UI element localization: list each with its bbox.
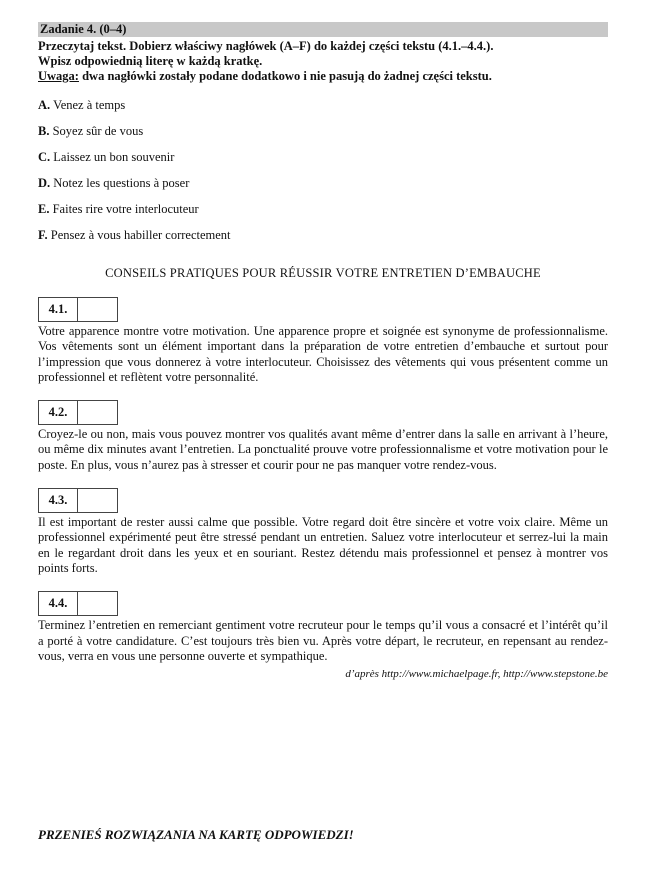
exam-page [38,22,608,680]
option-text: Faites rire votre interlocuteur [52,202,199,216]
option-e [38,202,608,228]
task-number: 4.2. [39,401,78,424]
instructions [38,39,608,84]
footer-instruction: PRZENIEŚ ROZWIĄZANIA NA KARTĘ ODPOWIEDZI! [38,827,354,842]
task-4-1 [38,297,608,385]
note-label: Uwaga: [38,69,79,83]
option-letter: F. [38,228,48,242]
option-text: Notez les questions à poser [53,176,190,190]
task-paragraph: Terminez l’entretien en remerciant gentiment votre recruteur pour le temps qu’il vous a consacré et l’intérêt qu’il a porté à votre candidature. C’est toujours très bien vu. Après votre départ, le recruteur, en repensant au rendez-vous, verra en vous une personne ouverte et sympathique. [38,618,608,663]
option-text: Laissez un bon souvenir [53,150,175,164]
answer-box [38,488,118,513]
answer-field[interactable] [78,401,117,424]
task-paragraph: Votre apparence montre votre motivation. Une apparence propre et soignée est synonyme de professionnalisme. Vos vêtements sont un élément important dans la préparation de votre entretien d’embauche et surtout pour l’impression que vous donnerez à votre interlocuteur. Choisissez des vêtements qui vous présentent comme un professionnel et reflètent votre personnalité. [38,324,608,384]
instruction-line-1: Przeczytaj tekst. Dobierz właściwy nagłówek (A–F) do każdej części tekstu (4.1.–4.4.). [38,39,494,53]
source-citation: d’après http://www.michaelpage.fr, http://www.stepstone.be [345,668,608,681]
task-paragraph: Il est important de rester aussi calme que possible. Votre regard doit être sincère et votre voix claire. Même un professionnel expérimenté peut être stressé pendant un entretien. Saluez votre interlocuteur et serrez-lui la main en le regardant droit dans les yeux et en souriant. Restez détendu mais professionnel et pensez à montrer vos points forts. [38,515,608,575]
option-b [38,124,608,150]
instruction-line-2: Wpisz odpowiednią literę w każdą kratkę. [38,54,263,68]
answer-box [38,297,118,322]
task-number: 4.4. [39,592,78,615]
task-4-2 [38,400,608,473]
tasks [38,297,608,664]
answer-field[interactable] [78,489,117,512]
option-d [38,176,608,202]
option-letter: C. [38,150,51,164]
heading-options [38,98,608,254]
text-title: CONSEILS PRATIQUES POUR RÉUSSIR VOTRE ENTRETIEN D’EMBAUCHE [105,266,541,280]
answer-field[interactable] [78,298,117,321]
answer-box [38,591,118,616]
instruction-note [38,69,608,84]
option-text: Venez à temps [53,98,126,112]
answer-box [38,400,118,425]
task-4-3 [38,488,608,576]
option-c [38,150,608,176]
task-4-4 [38,591,608,664]
option-a [38,98,608,124]
option-letter: A. [38,98,51,112]
note-text: dwa nagłówki zostały podane dodatkowo i nie pasują do żadnej części tekstu. [78,69,492,83]
task-title: Zadanie 4. (0–4) [38,22,608,37]
option-letter: B. [38,124,50,138]
task-paragraph: Croyez-le ou non, mais vous pouvez montrer vos qualités avant même d’entrer dans la salle en arrivant à l’heure, ou même dix minutes avant l’entretien. La ponctualité prouve votre professionnalisme et votre motivation pour le poste. En plus, vous n’aurez pas à stresser et courir pour ne pas manquer votre rendez-vous. [38,427,608,472]
option-letter: E. [38,202,50,216]
option-letter: D. [38,176,51,190]
task-number: 4.1. [39,298,78,321]
task-number: 4.3. [39,489,78,512]
answer-field[interactable] [78,592,117,615]
option-f [38,228,608,254]
option-text: Soyez sûr de vous [52,124,144,138]
option-text: Pensez à vous habiller correctement [50,228,231,242]
